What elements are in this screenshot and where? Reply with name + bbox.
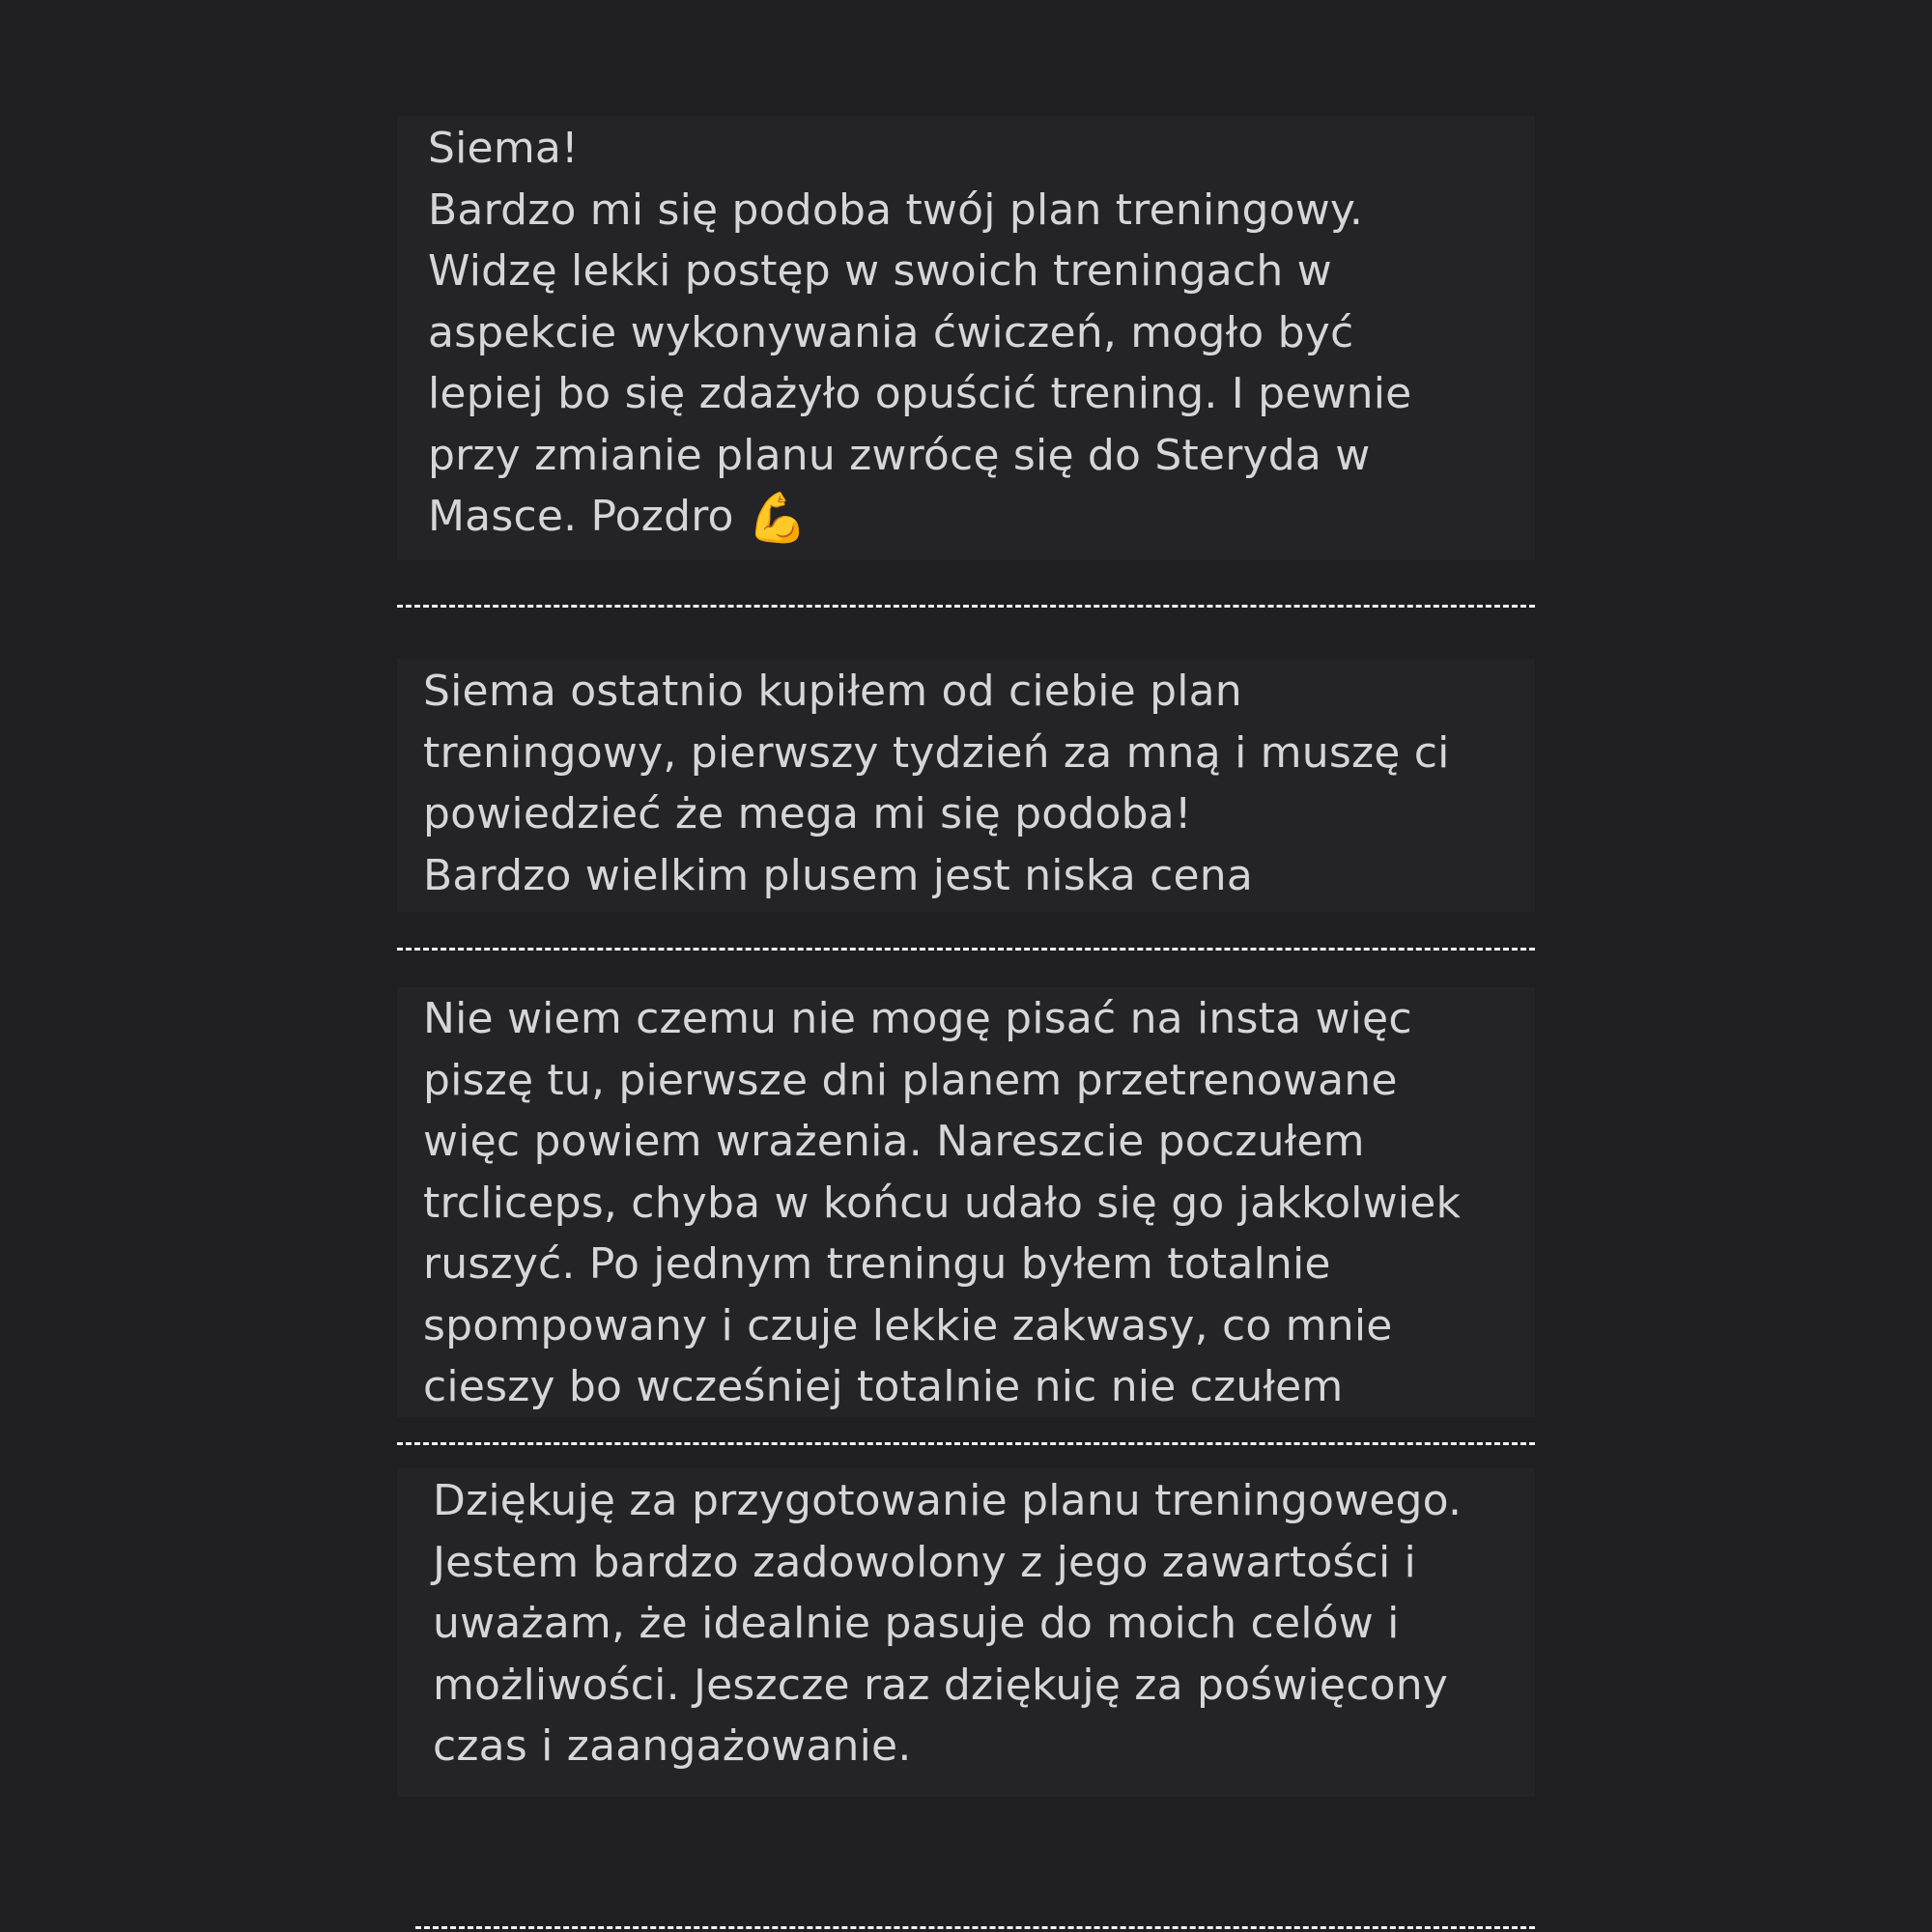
dashed-divider: [397, 948, 1535, 951]
message-line: Dziękuję za przygotowanie planu treningowego.: [433, 1476, 1463, 1525]
message-line-with-emoji: [428, 486, 1535, 550]
message-bubble-3: [397, 987, 1535, 1417]
message-text-2: [423, 659, 1535, 906]
message-bubble-2: [397, 659, 1535, 912]
message-line: aspekcie wykonywania ćwiczeń, mogło być: [428, 307, 1354, 357]
message-line: ruszyć. Po jednym treningu byłem totalnie: [423, 1239, 1331, 1289]
message-text-4: [433, 1468, 1535, 1777]
message-line: Nie wiem czemu nie mogę pisać na insta więc: [423, 994, 1412, 1043]
message-line: Widzę lekki postęp w swoich treningach w: [428, 246, 1332, 296]
dashed-divider: [397, 1442, 1535, 1445]
message-line: cieszy bo wcześniej totalnie nic nie czułem: [423, 1362, 1344, 1411]
message-line: Jestem bardzo zadowolony z jego zawartości i: [433, 1537, 1416, 1587]
flexed-biceps-icon: 💪: [747, 490, 809, 546]
message-line: Bardzo wielkim plusem jest niska cena: [423, 850, 1253, 900]
message-line: piszę tu, pierwsze dni planem przetrenowane: [423, 1055, 1398, 1105]
message-line: Siema ostatnio kupiłem od ciebie plan: [423, 667, 1242, 716]
message-text-3: [423, 987, 1535, 1418]
message-line: przy zmianie planu zwrócę się do Steryda w: [428, 430, 1371, 480]
message-line: uważam, że idealnie pasuje do moich celów i: [433, 1599, 1400, 1648]
message-line: Bardzo mi się podoba twój plan treningowy.: [428, 185, 1364, 235]
message-line: trcliceps, chyba w końcu udało się go jakkolwiek: [423, 1178, 1462, 1228]
message-bubble-1: [397, 116, 1535, 560]
message-line: lepiej bo się zdażyło opuścić trening. I pewnie: [428, 369, 1412, 418]
message-bubble-4: [397, 1468, 1535, 1797]
message-line: treningowy, pierwszy tydzień za mną i muszę ci: [423, 727, 1450, 778]
message-line: więc powiem wrażenia. Nareszcie poczułem: [423, 1117, 1365, 1166]
message-text-1: [428, 116, 1535, 550]
dashed-divider: [397, 605, 1535, 608]
message-line: Siema!: [428, 124, 579, 173]
message-line: czas i zaangażowanie.: [433, 1721, 912, 1771]
message-line: powiedzieć że mega mi się podoba!: [423, 789, 1192, 838]
dashed-divider: [415, 1926, 1535, 1929]
message-line: Masce. Pozdro: [428, 492, 734, 541]
message-line: spompowany i czuje lekkie zakwasy, co mnie: [423, 1300, 1393, 1350]
message-line: możliwości. Jeszcze raz dziękuję za poświęcony: [433, 1660, 1449, 1710]
